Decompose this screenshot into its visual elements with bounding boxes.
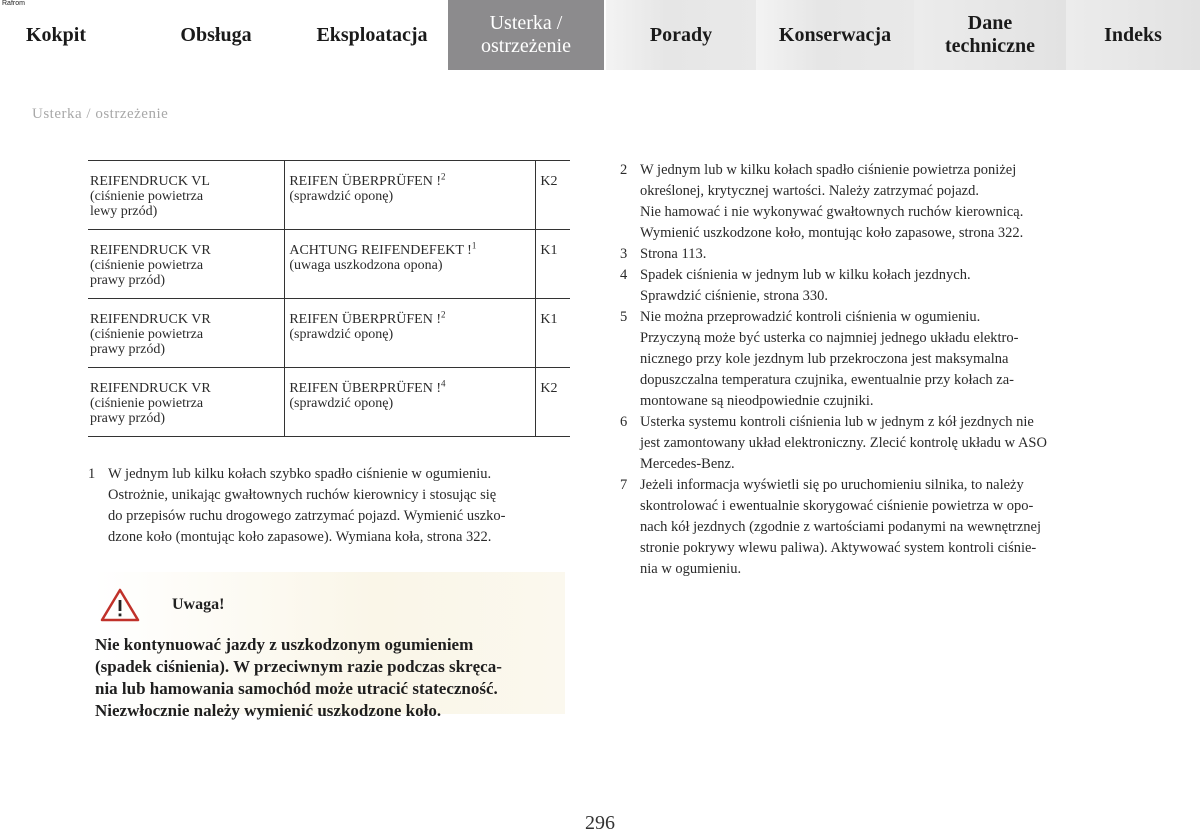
table-cell-class: K1 <box>536 230 570 299</box>
table-row <box>88 299 570 368</box>
top-navigation <box>0 0 1200 70</box>
footnote-ref: 4 <box>441 378 446 389</box>
warning-line: Niezwłocznie należy wymienić uszkodzone koło. <box>95 701 442 720</box>
footnote-number: 6 <box>620 414 628 430</box>
display-message: ACHTUNG REIFENDEFEKT ! <box>289 243 472 258</box>
footnote-number: 5 <box>620 309 628 325</box>
warning-line: Nie kontynuować jazdy z uszkodzonym ogumieniem <box>95 635 474 654</box>
footnote-line: Nie hamować i nie wykonywać gwałtownych ruchów kierownicą. <box>640 204 1024 220</box>
footnote-line: skontrolować i ewentualnie skorygować ciśnienie powietrza w opo- <box>640 498 1034 514</box>
footnote-line: W jednym lub kilku kołach szybko spadło ciśnienie w ogumieniu. <box>108 466 492 482</box>
warning-text <box>95 634 565 722</box>
footnote-number: 1 <box>88 466 96 482</box>
table-row <box>88 368 570 437</box>
footnote-line: Wymienić uszkodzone koło, montując koło zapasowe, strona 322. <box>640 225 1024 241</box>
warning-messages-table <box>88 160 570 437</box>
code-description: lewy przód) <box>90 204 158 219</box>
code-description: prawy przód) <box>90 411 166 426</box>
message-translation: (uwaga uszkodzona opona) <box>289 258 443 273</box>
tab-label-line2: ostrzeżenie <box>481 35 571 57</box>
footnote-ref: 2 <box>441 171 446 182</box>
display-message: REIFEN ÜBERPRÜFEN ! <box>289 174 442 189</box>
table-cell-class: K2 <box>536 161 570 230</box>
footnote-7 <box>620 475 1110 580</box>
code-description: (ciśnienie powietrza <box>90 189 204 204</box>
table-cell-code <box>88 161 285 230</box>
warning-header <box>100 588 224 622</box>
footnote-line: montowane są nieodpowiednie czujniki. <box>640 393 874 409</box>
display-code: REIFENDRUCK VR <box>90 381 211 396</box>
display-code: REIFENDRUCK VR <box>90 243 211 258</box>
footnote-line: dzone koło (montując koło zapasowe). Wymiana koła, strona 322. <box>108 529 492 545</box>
display-message: REIFEN ÜBERPRÜFEN ! <box>289 381 442 396</box>
footnote-line: nach kół jezdnych (zgodnie z wartościami podanymi na wewnętrznej <box>640 519 1042 535</box>
tab-konserwacja[interactable]: Konserwacja <box>756 0 914 70</box>
footnote-line: Ostrożnie, unikając gwałtownych ruchów kierownicy i stosując się <box>108 487 497 503</box>
tab-dane-techniczne[interactable] <box>914 0 1066 70</box>
code-description: prawy przód) <box>90 342 166 357</box>
table-cell-message <box>285 230 536 299</box>
display-message: REIFEN ÜBERPRÜFEN ! <box>289 312 442 327</box>
tab-indeks[interactable]: Indeks <box>1066 0 1200 70</box>
warning-line: nia lub hamowania samochód może utracić stateczność. <box>95 679 498 698</box>
footnote-6 <box>620 412 1110 475</box>
footnote-line: nicznego przy kole jezdnym lub przekroczona jest maksymalna <box>640 351 1009 367</box>
table-row <box>88 230 570 299</box>
table-row <box>88 161 570 230</box>
table-cell-code <box>88 230 285 299</box>
footnote-line: jest zamontowany układ elektroniczny. Zlecić kontrolę układu w ASO <box>640 435 1047 451</box>
tab-porady[interactable]: Porady <box>606 0 756 70</box>
code-description: (ciśnienie powietrza <box>90 258 204 273</box>
footnote-3 <box>620 244 1110 265</box>
footnote-number: 7 <box>620 477 628 493</box>
footnote-line: określonej, krytycznej wartości. Należy zatrzymać pojazd. <box>640 183 979 199</box>
footnote-number: 4 <box>620 267 628 283</box>
footnote-ref: 1 <box>471 240 477 251</box>
message-translation: (sprawdzić oponę) <box>289 396 394 411</box>
table-cell-class: K1 <box>536 299 570 368</box>
message-translation: (sprawdzić oponę) <box>289 327 394 342</box>
section-title: Usterka / ostrzeżenie <box>32 106 169 122</box>
code-description: prawy przód) <box>90 273 166 288</box>
table-cell-message <box>285 299 536 368</box>
tab-label-line1: Dane <box>967 12 1013 34</box>
display-code: REIFENDRUCK VR <box>90 312 211 327</box>
tab-eksploatacja[interactable]: Eksploatacja <box>316 23 428 46</box>
tab-label-line1: Usterka / <box>489 12 563 34</box>
footnote-line: Jeżeli informacja wyświetli się po uruchomieniu silnika, to należy <box>640 477 1024 493</box>
footnote-4 <box>620 265 1110 307</box>
tab-kokpit[interactable]: Kokpit <box>25 23 87 46</box>
footnote-line: Sprawdzić ciśnienie, strona 330. <box>640 288 829 304</box>
tab-obsluga[interactable]: Obsługa <box>180 23 252 46</box>
warning-line: (spadek ciśnienia). W przeciwnym razie podczas skręca- <box>95 657 502 676</box>
footnote-line: nia w ogumieniu. <box>640 561 742 577</box>
footnote-1 <box>88 464 578 548</box>
footnote-line: W jednym lub w kilku kołach spadło ciśnienie powietrza poniżej <box>640 162 1017 178</box>
warning-triangle-icon <box>100 588 140 622</box>
footnote-line: Strona 113. <box>640 246 707 262</box>
code-description: (ciśnienie powietrza <box>90 327 204 342</box>
message-translation: (sprawdzić oponę) <box>289 189 394 204</box>
tab-usterka-ostrzezenie[interactable] <box>448 0 604 70</box>
footnote-line: dopuszczalna temperatura czujnika, ewentualnie przy kołach za- <box>640 372 1014 388</box>
footnote-line: Nie można przeprowadzić kontroli ciśnienia w ogumieniu. <box>640 309 981 325</box>
footnote-2 <box>620 160 1110 244</box>
footnote-number: 2 <box>620 162 628 178</box>
table-cell-message <box>285 368 536 437</box>
page-number: 296 <box>585 812 615 834</box>
footnote-5 <box>620 307 1110 412</box>
display-code: REIFENDRUCK VL <box>90 174 210 189</box>
code-description: (ciśnienie powietrza <box>90 396 204 411</box>
table-cell-class: K2 <box>536 368 570 437</box>
footnote-ref: 2 <box>441 309 446 320</box>
tab-label-line2: techniczne <box>945 35 1035 57</box>
footnote-line: do przepisów ruchu drogowego zatrzymać pojazd. Wymienić uszko- <box>108 508 506 524</box>
table-cell-code <box>88 299 285 368</box>
footnote-line: Mercedes-Benz. <box>640 456 735 472</box>
table-cell-message <box>285 161 536 230</box>
warning-title: Uwaga! <box>172 596 225 613</box>
table-cell-code <box>88 368 285 437</box>
footnote-line: stronie pokrywy wlewu paliwa). Aktywować system kontroli ciśnie- <box>640 540 1037 556</box>
footnote-line: Przyczyną może być usterka co najmniej jednego układu elektro- <box>640 330 1019 346</box>
watermark-text: Rafrom <box>2 0 25 7</box>
footnote-number: 3 <box>620 246 628 262</box>
footnote-line: Usterka systemu kontroli ciśnienia lub w jednym z kół jezdnych nie <box>640 414 1034 430</box>
footnote-line: Spadek ciśnienia w jednym lub w kilku kołach jezdnych. <box>640 267 971 283</box>
